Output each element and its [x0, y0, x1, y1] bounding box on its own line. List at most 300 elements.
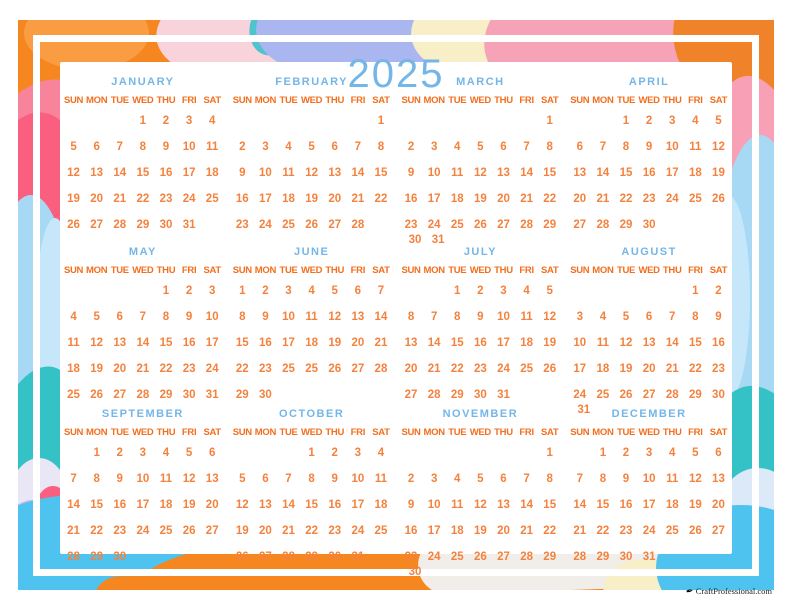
date-cell: 1	[308, 447, 315, 459]
date-cell: 3	[285, 285, 292, 297]
date-cell: 12	[328, 311, 342, 323]
date-cell: 20	[497, 193, 510, 205]
date-cell: 17	[136, 499, 150, 511]
weekday-label: MON	[423, 95, 445, 106]
date-cell: 21	[374, 337, 388, 349]
date-cell: 17	[497, 337, 510, 349]
date-cell: 11	[451, 167, 464, 179]
date-cell: 14	[427, 337, 441, 349]
date-cell: 22	[374, 193, 388, 205]
date-cell: 14	[520, 167, 533, 179]
date-cell: 26	[235, 551, 249, 563]
weekday-label: FRI	[519, 427, 534, 438]
date-cell: 13	[328, 167, 342, 179]
date-cell: 22	[305, 525, 319, 537]
date-cell: 15	[596, 499, 610, 511]
date-cell: 31	[182, 219, 196, 231]
date-cell: 9	[116, 473, 123, 485]
date-cell: 8	[454, 311, 461, 323]
date-cell: 21	[665, 363, 679, 375]
date-cell: 18	[520, 337, 533, 349]
date-cell: 9	[331, 473, 338, 485]
date-cell: 30	[408, 565, 422, 578]
date-cell: 26	[543, 363, 557, 375]
date-cell: 10	[259, 167, 272, 179]
date-cell: 22	[235, 363, 249, 375]
weekday-label: SAT	[540, 427, 559, 438]
weekday-label: TUE	[279, 265, 298, 276]
date-cell: 14	[665, 337, 679, 349]
date-cell: 17	[427, 193, 441, 205]
date-cell: 16	[113, 499, 127, 511]
weekday-label: THU	[662, 427, 682, 438]
weekday-label: THU	[325, 95, 345, 106]
weekday-label: FRI	[181, 95, 197, 106]
date-cell: 28	[374, 363, 388, 375]
weekday-label: THU	[662, 95, 682, 106]
weekday-label: SUN	[232, 427, 252, 438]
week-row	[400, 518, 562, 544]
date-cell: 10	[282, 311, 295, 323]
date-cell: 1	[377, 115, 385, 127]
date-cell: 8	[239, 311, 246, 323]
date-cell: 28	[520, 551, 533, 563]
week-row	[568, 134, 730, 160]
date-cell: 24	[205, 363, 219, 375]
weekday-header-row	[568, 265, 730, 276]
date-cell: 2	[185, 285, 193, 297]
weekday-label: TUE	[279, 95, 298, 106]
weekday-label: FRI	[688, 95, 703, 106]
weekday-label: FRI	[688, 427, 703, 438]
month-dates	[231, 440, 393, 570]
date-cell: 15	[543, 499, 557, 511]
watermark	[686, 586, 772, 596]
date-cell: 4	[377, 447, 385, 459]
date-cell: 6	[500, 141, 507, 153]
date-cell: 12	[712, 141, 725, 153]
month-dates	[62, 440, 224, 570]
date-cell: 6	[208, 447, 216, 459]
month-title: MAY	[128, 246, 157, 258]
date-cell: 14	[596, 167, 610, 179]
weekday-header-row	[568, 95, 730, 106]
week-row	[62, 440, 224, 466]
weekday-label: THU	[156, 427, 176, 438]
date-cell: 14	[520, 499, 533, 511]
date-cell: 28	[573, 551, 587, 563]
date-cell: 18	[450, 193, 464, 205]
weekday-label: THU	[325, 427, 345, 438]
date-cell: 11	[689, 141, 702, 153]
date-cell: 29	[450, 389, 464, 401]
week-row	[400, 356, 562, 382]
weekday-label: TUE	[616, 95, 636, 106]
date-cell: 29	[596, 551, 610, 563]
month-title: JULY	[463, 246, 497, 258]
weekday-label: WED	[132, 265, 154, 276]
week-row	[62, 278, 224, 304]
weekday-label: FRI	[688, 265, 703, 276]
date-cell: 16	[235, 193, 249, 205]
weekday-label: SUN	[401, 95, 421, 106]
date-cell: 23	[404, 219, 418, 231]
date-cell: 3	[669, 115, 676, 127]
date-cell: 5	[692, 447, 699, 459]
date-cell: 6	[576, 141, 583, 153]
weekday-label: THU	[494, 427, 513, 438]
date-cell: 1	[622, 115, 630, 127]
date-cell: 16	[328, 499, 342, 511]
date-cell: 17	[573, 363, 587, 375]
date-cell: 20	[404, 363, 418, 375]
date-cell: 25	[374, 525, 388, 537]
date-cell: 10	[573, 337, 587, 349]
month-title: SEPTEMBER	[101, 408, 184, 420]
date-cell: 3	[185, 115, 193, 127]
date-cell: 19	[305, 193, 319, 205]
date-cell: 22	[543, 525, 557, 537]
date-cell: 25	[665, 525, 679, 537]
date-cell: 31	[642, 551, 656, 563]
date-cell: 27	[328, 219, 342, 231]
date-cell: 18	[282, 193, 295, 205]
date-cell: 7	[523, 473, 530, 485]
date-cell: 25	[282, 219, 295, 231]
weekday-label: TUE	[110, 95, 129, 106]
date-cell: 24	[665, 193, 679, 205]
month-dates	[62, 108, 224, 238]
date-cell: 27	[205, 525, 219, 537]
date-cell: 27	[404, 389, 418, 401]
weekday-label: TUE	[279, 427, 298, 438]
date-cell: 8	[407, 311, 415, 323]
week-row	[231, 356, 393, 382]
date-cell: 21	[351, 193, 365, 205]
date-cell: 22	[90, 525, 104, 537]
date-cell: 22	[136, 193, 150, 205]
date-cell: 19	[712, 167, 725, 179]
month-block	[231, 394, 393, 578]
date-cell: 29	[159, 389, 173, 401]
month-dates	[231, 278, 393, 408]
date-cell: 26	[712, 193, 725, 205]
date-cell: 23	[259, 363, 272, 375]
watermark-text: CraftProfessional.com	[695, 586, 772, 596]
month-title: FEBRUARY	[275, 76, 348, 88]
date-cell: 16	[473, 337, 487, 349]
date-cell: 8	[93, 473, 100, 485]
week-row	[62, 304, 224, 330]
date-cell: 2	[262, 285, 269, 297]
date-cell: 1	[454, 285, 461, 297]
date-cell: 23	[619, 525, 633, 537]
months-grid	[60, 62, 732, 578]
date-cell: 20	[113, 363, 127, 375]
week-row	[400, 160, 562, 186]
date-cell: 4	[692, 115, 699, 127]
date-cell: 28	[136, 389, 150, 401]
date-cell: 11	[374, 473, 388, 485]
date-cell: 17	[282, 337, 295, 349]
weekday-label: MON	[423, 427, 445, 438]
date-cell: 28	[520, 219, 533, 231]
date-cell: 14	[136, 337, 150, 349]
weekday-label: WED	[638, 265, 660, 276]
weekday-label: SAT	[203, 265, 221, 276]
weekday-label: SAT	[372, 95, 390, 106]
date-cell: 10	[642, 473, 656, 485]
week-row	[568, 544, 730, 570]
date-cell: 14	[374, 311, 388, 323]
week-row	[568, 330, 730, 356]
date-cell: 17	[182, 167, 196, 179]
date-cell: 7	[354, 141, 362, 153]
date-cell: 3	[645, 447, 653, 459]
date-cell: 5	[477, 473, 484, 485]
date-cell: 2	[407, 473, 415, 485]
date-cell: 19	[473, 525, 487, 537]
date-cell: 21	[67, 525, 80, 537]
week-row	[62, 134, 224, 160]
date-cell: 2	[116, 447, 123, 459]
date-cell: 20	[259, 525, 272, 537]
date-cell: 6	[116, 311, 123, 323]
week-row	[400, 330, 562, 356]
date-cell: 20	[351, 337, 365, 349]
date-cell: 11	[159, 473, 173, 485]
date-cell: 4	[70, 311, 77, 323]
weekday-label: SAT	[540, 95, 559, 106]
date-cell: 18	[374, 499, 388, 511]
week-row	[568, 356, 730, 382]
date-cell: 7	[377, 285, 385, 297]
date-cell: 14	[113, 167, 127, 179]
date-cell: 28	[113, 219, 127, 231]
month-dates	[400, 440, 562, 578]
weekday-label: SAT	[372, 265, 390, 276]
week-row	[231, 518, 393, 544]
week-row	[400, 186, 562, 212]
weekday-label: FRI	[519, 265, 534, 276]
date-cell: 15	[619, 167, 633, 179]
date-cell: 19	[67, 193, 80, 205]
month-title: MARCH	[456, 76, 505, 88]
date-cell: 13	[573, 167, 587, 179]
week-row	[62, 356, 224, 382]
date-cell: 12	[619, 337, 633, 349]
date-cell: 12	[473, 167, 487, 179]
weekday-label: SUN	[570, 265, 590, 276]
weekday-label: SUN	[63, 427, 84, 438]
date-cell: 18	[205, 167, 219, 179]
date-cell: 9	[162, 141, 170, 153]
date-cell: 31	[205, 389, 219, 401]
weekday-label: SUN	[63, 265, 84, 276]
date-cell: 31	[497, 389, 510, 401]
weekday-header-row	[400, 95, 562, 106]
date-cell: 16	[259, 337, 272, 349]
date-cell: 24	[259, 219, 272, 231]
date-cell: 2	[239, 141, 246, 153]
date-cell: 13	[497, 499, 510, 511]
date-cell: 4	[308, 285, 315, 297]
month-dates	[231, 108, 393, 238]
weekday-header-row	[231, 265, 393, 276]
date-cell: 28	[67, 551, 80, 563]
date-cell: 12	[543, 311, 557, 323]
date-cell: 6	[354, 285, 362, 297]
date-cell: 1	[599, 447, 607, 459]
date-cell: 12	[90, 337, 104, 349]
date-cell: 13	[205, 473, 219, 485]
date-cell: 16	[182, 337, 196, 349]
date-cell: 7	[576, 473, 583, 485]
week-row	[231, 440, 393, 466]
weekday-label: WED	[638, 427, 660, 438]
date-cell: 11	[596, 337, 609, 349]
date-cell: 24	[497, 363, 510, 375]
date-cell: 23	[642, 193, 656, 205]
date-cell: 20	[328, 193, 342, 205]
week-row	[400, 134, 562, 160]
date-cell: 26	[305, 219, 319, 231]
week-row	[568, 518, 730, 544]
date-cell: 8	[162, 311, 170, 323]
date-cell: 7	[139, 311, 147, 323]
date-cell: 15	[543, 167, 557, 179]
date-cell: 22	[543, 193, 557, 205]
date-cell: 15	[374, 167, 388, 179]
weekday-label: SUN	[401, 265, 421, 276]
date-cell: 16	[159, 167, 173, 179]
date-cell: 3	[430, 473, 438, 485]
weekday-label: THU	[494, 265, 513, 276]
week-row	[400, 278, 562, 304]
date-cell: 29	[235, 389, 249, 401]
month-block	[400, 394, 562, 578]
date-cell: 7	[669, 311, 676, 323]
date-cell: 2	[477, 285, 484, 297]
date-cell: 6	[93, 141, 100, 153]
date-cell: 16	[712, 337, 725, 349]
week-row	[62, 330, 224, 356]
date-cell: 4	[162, 447, 170, 459]
weekday-label: FRI	[350, 265, 366, 276]
date-cell: 17	[642, 499, 656, 511]
date-cell: 14	[351, 167, 365, 179]
date-cell: 12	[182, 473, 196, 485]
date-cell: 13	[90, 167, 104, 179]
month-title: NOVEMBER	[442, 408, 519, 420]
weekday-label: WED	[469, 95, 491, 106]
date-cell: 16	[404, 193, 418, 205]
date-cell: 10	[351, 473, 365, 485]
date-cell: 30	[159, 219, 173, 231]
weekday-header-row	[62, 427, 224, 438]
date-cell: 15	[450, 337, 464, 349]
date-cell: 22	[596, 525, 610, 537]
week-row	[62, 108, 224, 134]
date-cell: 25	[596, 389, 610, 401]
date-cell: 11	[67, 337, 80, 349]
date-cell: 17	[665, 167, 679, 179]
weekday-label: TUE	[110, 265, 129, 276]
date-cell: 20	[90, 193, 104, 205]
date-cell: 1	[692, 285, 699, 297]
date-cell: 26	[619, 389, 633, 401]
date-cell: 30	[642, 219, 656, 231]
date-cell: 3	[139, 447, 147, 459]
weekday-label: TUE	[616, 265, 636, 276]
date-cell: 28	[427, 389, 441, 401]
date-cell: 3	[576, 311, 583, 323]
weekday-label: SUN	[570, 95, 590, 106]
date-cell: 23	[712, 363, 725, 375]
date-cell: 27	[113, 389, 127, 401]
date-cell: 27	[497, 219, 510, 231]
date-cell: 5	[622, 311, 630, 323]
date-cell: 21	[282, 525, 295, 537]
weekday-header-row	[400, 265, 562, 276]
date-cell: 24	[136, 525, 150, 537]
weekday-label: TUE	[448, 95, 467, 106]
weekday-label: MON	[592, 95, 614, 106]
date-cell: 21	[520, 525, 533, 537]
date-cell: 30	[259, 389, 272, 401]
date-cell: 9	[407, 499, 415, 511]
date-cell: 23	[113, 525, 127, 537]
date-cell: 14	[282, 499, 295, 511]
week-row	[231, 492, 393, 518]
week-row	[568, 186, 730, 212]
weekday-label: SUN	[232, 95, 252, 106]
date-cell: 15	[90, 499, 104, 511]
date-cell: 9	[477, 311, 484, 323]
date-cell: 1	[239, 285, 246, 297]
date-cell: 18	[596, 363, 610, 375]
date-cell: 9	[715, 311, 722, 323]
date-cell: 7	[599, 141, 607, 153]
month-dates	[400, 278, 562, 408]
date-cell: 31	[577, 403, 591, 416]
date-cell: 18	[305, 337, 319, 349]
date-cell: 11	[206, 141, 219, 153]
date-cell: 5	[715, 115, 722, 127]
month-dates	[568, 440, 730, 570]
date-cell: 5	[93, 311, 100, 323]
date-cell: 20	[205, 499, 219, 511]
date-cell: 29	[305, 551, 319, 563]
date-cell: 16	[404, 525, 418, 537]
weekday-label: FRI	[519, 95, 534, 106]
date-cell: 24	[427, 219, 441, 231]
date-cell: 30	[473, 389, 487, 401]
date-cell: 25	[520, 363, 533, 375]
date-cell: 1	[162, 285, 170, 297]
month-block	[400, 232, 562, 401]
weekday-label: SAT	[203, 427, 221, 438]
weekday-label: WED	[300, 427, 323, 438]
weekday-label: THU	[662, 265, 682, 276]
month-block	[231, 232, 393, 401]
date-cell: 17	[351, 499, 365, 511]
weekday-header-row	[62, 265, 224, 276]
week-row	[400, 440, 562, 466]
weekday-label: MON	[254, 95, 277, 106]
weekday-label: SAT	[709, 95, 728, 106]
month-block	[568, 62, 730, 232]
